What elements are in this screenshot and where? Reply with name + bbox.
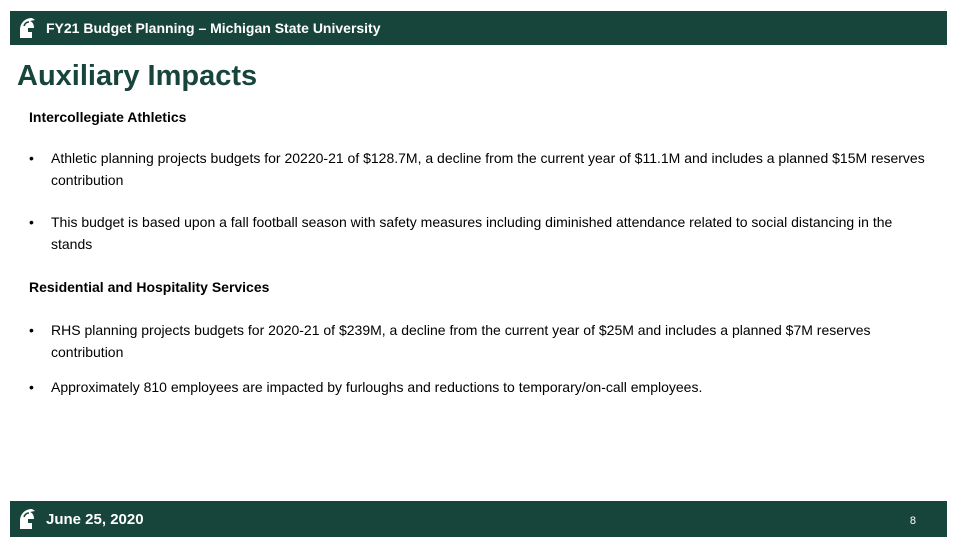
spartan-helmet-icon: [14, 15, 40, 41]
header-title: FY21 Budget Planning – Michigan State University: [46, 20, 381, 36]
bullet-marker: •: [29, 322, 34, 338]
bullet-marker: •: [29, 379, 34, 395]
bullet-text: Approximately 810 employees are impacted by furloughs and reductions to temporary/on-call employees.: [51, 379, 703, 395]
footer-date: June 25, 2020: [46, 510, 144, 528]
section-heading-rhs: Residential and Hospitality Services: [29, 279, 270, 295]
bullet-marker: •: [29, 150, 34, 166]
page-title: Auxiliary Impacts: [17, 60, 258, 92]
footer-bar: [10, 501, 947, 537]
list-item: [29, 147, 929, 191]
page-number: 8: [909, 515, 916, 527]
list-item: [29, 319, 929, 363]
spartan-helmet-icon: [14, 506, 40, 532]
header-bar: [10, 11, 947, 45]
bullet-marker: •: [29, 214, 34, 230]
section-heading-athletics: Intercollegiate Athletics: [29, 109, 187, 125]
bullet-text: This budget is based upon a fall football season with safety measures including diminished attendance related to social distancing in the stands: [51, 214, 893, 252]
bullet-text: RHS planning projects budgets for 2020-21 of $239M, a decline from the current year of $25M and includes a planned $7M reserves contribution: [51, 322, 871, 360]
list-item: [29, 376, 929, 398]
bullet-text: Athletic planning projects budgets for 20220-21 of $128.7M, a decline from the current year of $11.1M and includes a planned $15M reserves contribution: [51, 150, 925, 188]
list-item: [29, 211, 929, 255]
